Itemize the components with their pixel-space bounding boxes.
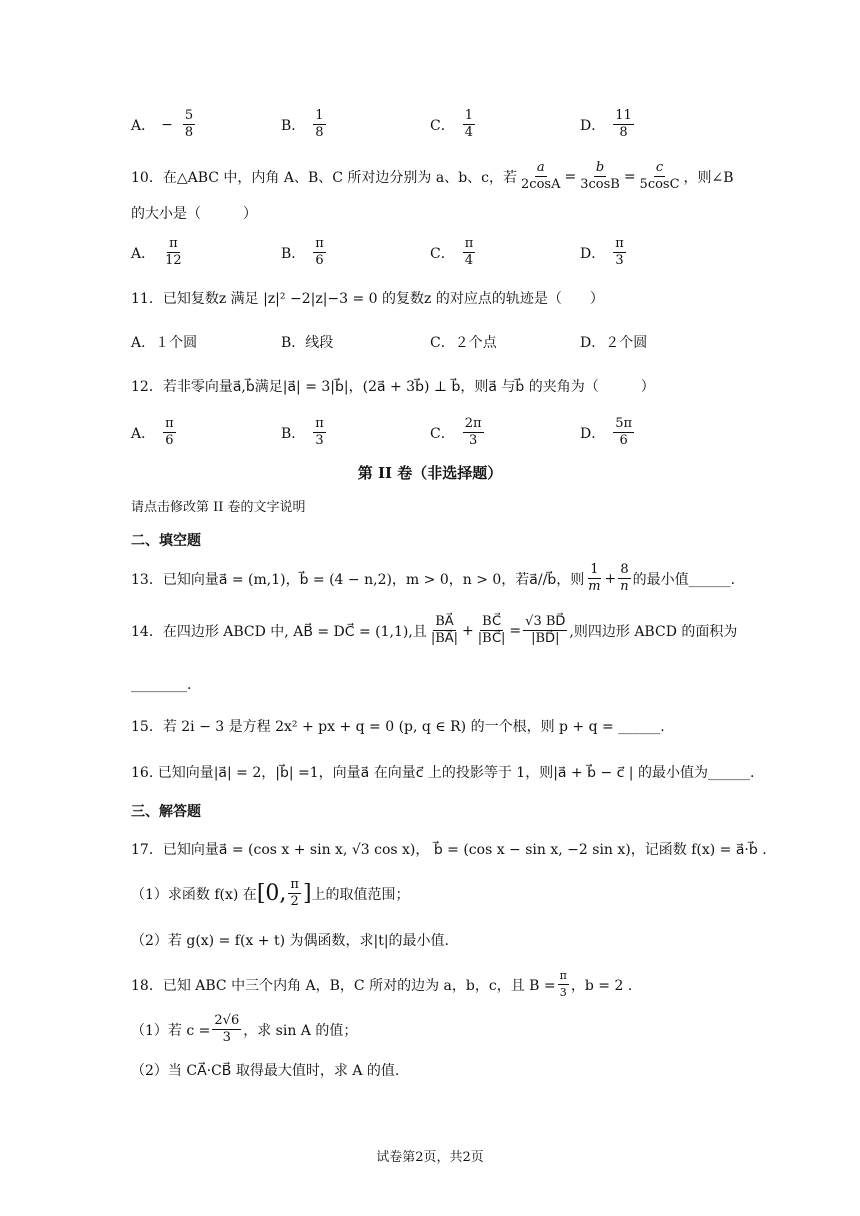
q11-option-b bbox=[281, 332, 333, 352]
option-fraction: $\frac{5}{8}$ bbox=[184, 108, 194, 140]
option-fraction: $\frac{\pi}{3}$ bbox=[615, 236, 624, 268]
q10-option-c bbox=[430, 236, 477, 269]
q14-frac-2: $\frac{BC⃗}{|BC⃗|}$ bbox=[477, 614, 506, 646]
option-label: A． bbox=[131, 425, 156, 442]
q10-frac-a: $\frac{a}{2\cos A}$ bbox=[521, 160, 561, 192]
q18-frac-B: $\frac{\pi}{3}$ bbox=[559, 969, 567, 999]
q11-option-d bbox=[580, 332, 647, 352]
q10-frac-c: $\frac{c}{5\cos C}$ bbox=[639, 160, 680, 192]
q11-stem: 11．已知复数z 满足 |z|² −2|z|−3 = 0 的复数z 的对应点的轨迹是（ ） bbox=[131, 291, 604, 307]
option-label: A．１个圆 bbox=[131, 335, 198, 351]
q18-part2: （2）当 CA⃗·CB⃗ 取得最大值时，求 A 的值. bbox=[131, 1063, 400, 1079]
q10-text2: ，则∠B bbox=[683, 169, 734, 186]
option-fraction: $\frac{5\pi}{6}$ bbox=[615, 416, 633, 448]
q17-frac-pi-2: $\frac{\pi}{2}$ bbox=[290, 877, 299, 909]
option-fraction: $\frac{1}{4}$ bbox=[464, 108, 473, 140]
option-label: A． bbox=[131, 117, 156, 134]
option-label: B． bbox=[281, 117, 306, 134]
q9-option-a: A． − $\frac{5}{8}$ bbox=[131, 108, 194, 140]
q14-frac-1: $\frac{BA⃗}{|BA⃗|}$ bbox=[430, 614, 459, 646]
option-fraction: $\frac{\pi}{12}$ bbox=[165, 236, 182, 268]
option-fraction: $\frac{\pi}{4}$ bbox=[464, 236, 474, 268]
q14-stem: 14．在四边形 ABCD 中, AB⃗ = DC⃗ = (1,1),且 $\frac{BA⃗}{|BA⃗|}$ + $\frac{BC⃗}{|BC⃗|}$ = $\frac{√3 BD⃗}{|BD⃗|}$ ,则四边形 ABCD 的面积为 bbox=[131, 614, 738, 646]
q12-stem: 12．若非零向量a⃗,b⃗满足|a⃗| = 3|b⃗|，(2a⃗ + 3b⃗) ⊥ b⃗，则a⃗ 与b⃗ 的夹角为（ ） bbox=[131, 379, 655, 395]
q12-option-a bbox=[131, 416, 178, 449]
q10-frac-b: $\frac{b}{3\cos B}$ bbox=[580, 160, 620, 192]
q9-option-b bbox=[281, 108, 328, 141]
page-footer: 试卷第2页，共2页 bbox=[376, 1150, 484, 1165]
q14-frac-3: $\frac{√3 BD⃗}{|BD⃗|}$ bbox=[525, 614, 566, 646]
part2-title: 第 II 卷（非选择题） bbox=[357, 464, 503, 482]
q10-option-b bbox=[281, 236, 328, 269]
option-label: D． bbox=[580, 117, 606, 134]
q12-option-b bbox=[281, 416, 328, 449]
option-label: D． bbox=[580, 425, 606, 442]
q13-stem: 13．已知向量a⃗ = (m,1)，b⃗ = (4 − n,2)，m > 0，n > 0，若a⃗//b⃗，则 $\frac{1}{m}$ + $\frac{8}{n}$ 的最小值______. bbox=[131, 562, 736, 594]
option-fraction: $\frac{11}{8}$ bbox=[615, 108, 632, 140]
option-label: B．线段 bbox=[281, 335, 334, 351]
section-answer: 三、解答题 bbox=[131, 804, 201, 820]
option-label: D． bbox=[580, 245, 606, 262]
option-fraction: $\frac{\pi}{6}$ bbox=[315, 236, 324, 268]
q12-option-d bbox=[580, 416, 636, 449]
q11-option-a bbox=[131, 332, 197, 352]
option-label: B． bbox=[281, 425, 306, 442]
q10-option-a bbox=[131, 236, 186, 269]
q9-option-d bbox=[580, 108, 636, 141]
q18-stem: 18．已知 ABC 中三个内角 A，B，C 所对的边为 a，b，c，且 B = $\frac{\pi}{3}$ ，b = 2 . bbox=[131, 969, 633, 999]
option-label: C．２个点 bbox=[430, 335, 497, 351]
option-label: C． bbox=[430, 425, 455, 442]
section-fill-blank: 二、填空题 bbox=[131, 533, 201, 549]
q9-option-c bbox=[430, 108, 477, 141]
q15-stem: 15．若 2i − 3 是方程 2x² + px + q = 0 (p, q ∈ R) 的一个根，则 p + q = ______. bbox=[131, 719, 665, 735]
part2-note: 请点击修改第 II 卷的文字说明 bbox=[131, 500, 306, 515]
option-label: C． bbox=[430, 245, 455, 262]
option-fraction: $\frac{2\pi}{3}$ bbox=[464, 416, 482, 448]
option-fraction: $\frac{\pi}{6}$ bbox=[165, 416, 174, 448]
q18-part1: （1）若 c = $\frac{2√6}{3}$ ，求 sin A 的值； bbox=[131, 1013, 358, 1045]
option-label: A． bbox=[131, 245, 156, 262]
option-label: B． bbox=[281, 245, 306, 262]
q18-frac-c: $\frac{2√6}{3}$ bbox=[214, 1013, 240, 1045]
option-label: D．２个圆 bbox=[580, 335, 648, 351]
q13-frac-1: $\frac{1}{m}$ bbox=[588, 562, 601, 594]
option-fraction: $\frac{1}{8}$ bbox=[315, 108, 324, 140]
q17-stem: 17．已知向量a⃗ = (cos x + sin x, √3 cos x)， b⃗ = (cos x − sin x, −2 sin x)，记函数 f(x) = a⃗·b⃗ . bbox=[131, 842, 767, 858]
q14-line2: ________. bbox=[131, 677, 192, 693]
q17-part1: （1）求函数 f(x) 在 [0, $\frac{\pi}{2}$ ] 上的取值范围； bbox=[131, 877, 410, 909]
option-label: C． bbox=[430, 117, 455, 134]
q10-text1: 10．在△ABC 中，内角 A、B、C 所对边分别为 a、b、c，若 bbox=[131, 169, 518, 186]
q11-option-c bbox=[430, 332, 497, 352]
q10-option-d bbox=[580, 236, 628, 269]
q17-part2: （2）若 g(x) = f(x + t) 为偶函数，求|t|的最小值. bbox=[131, 933, 449, 949]
q12-option-c bbox=[430, 416, 486, 449]
q13-frac-2: $\frac{8}{n}$ bbox=[620, 562, 629, 594]
option-fraction: $\frac{\pi}{3}$ bbox=[315, 416, 324, 448]
q10-stem: 10．在△ABC 中，内角 A、B、C 所对边分别为 a、b、c，若 $\frac{a}{2\cos A}$ = $\frac{b}{3\cos B}$ = $\frac{c}{5\cos C}$ ，则∠B bbox=[131, 160, 734, 192]
q10-line2: 的大小是（ ） bbox=[131, 206, 257, 222]
q16-stem: 16. 已知向量|a⃗| = 2，|b⃗| =1，向量a⃗ 在向量c⃗ 上的投影等于 1，则|a⃗ + b⃗ − c⃗ | 的最小值为______. bbox=[131, 765, 755, 781]
